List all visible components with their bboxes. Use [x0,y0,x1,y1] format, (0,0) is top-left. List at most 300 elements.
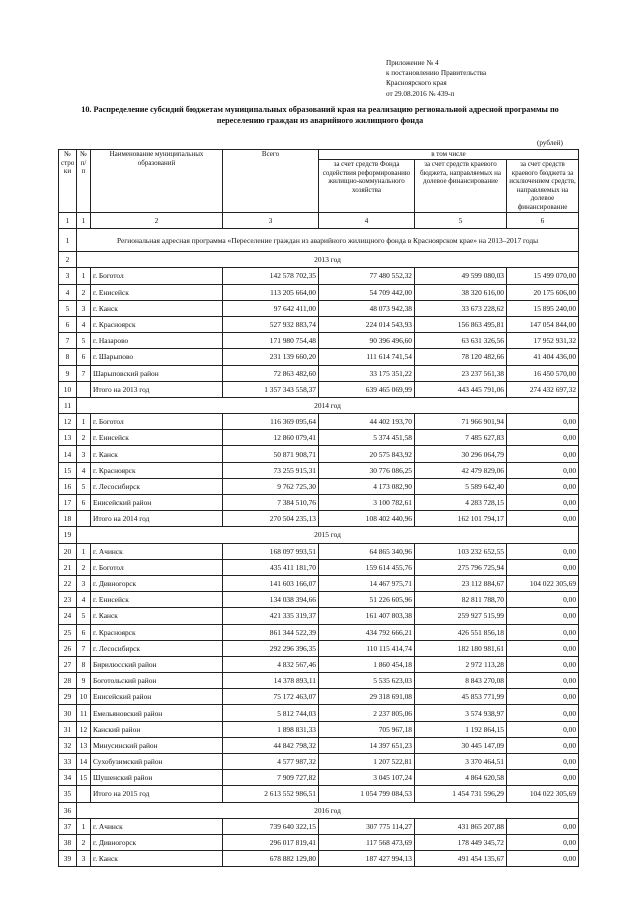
municipality-name: Минусинский район [91,737,223,753]
regional-value: 41 404 436,00 [507,349,579,365]
pp-number: 4 [77,592,91,608]
cofinancing-value: 4 283 728,15 [415,495,507,511]
year-label: 2014 год [77,397,579,413]
total-value: 4 832 567,46 [223,656,319,672]
regional-value: 15 499 070,00 [507,268,579,284]
table-row [59,495,579,511]
table-row [59,770,579,786]
row-number: 39 [59,851,77,867]
header-total: Всего [223,150,319,213]
total-value: 1 898 831,33 [223,721,319,737]
pp-number: 1 [77,414,91,430]
municipality-name: г. Боготол [91,268,223,284]
municipality-name: Канский район [91,721,223,737]
total-value: 116 369 095,64 [223,414,319,430]
total-value: 421 335 319,37 [223,608,319,624]
table-row [59,478,579,494]
fund-value: 1 860 454,18 [319,656,415,672]
table-row [59,268,579,284]
regional-value: 0,00 [507,689,579,705]
pp-number [77,786,91,802]
pp-number: 3 [77,446,91,462]
municipality-name: Енисейский район [91,495,223,511]
cofinancing-value: 5 589 642,40 [415,478,507,494]
pp-number: 13 [77,737,91,753]
pp-number: 1 [77,818,91,834]
units-label: (рублей) [537,139,563,147]
table-row [59,624,579,640]
regional-value: 0,00 [507,834,579,850]
total-value: 168 097 993,51 [223,543,319,559]
regional-value: 0,00 [507,851,579,867]
pp-number: 6 [77,349,91,365]
appendix-line: Красноярского края [386,79,447,88]
total-row [59,381,579,397]
pp-number: 5 [77,478,91,494]
regional-value: 0,00 [507,511,579,527]
table-row [59,851,579,867]
table-row [59,446,579,462]
program-title: Региональная адресная программа «Переселение граждан из аварийного жилищного фонда в Красноярском крае» на 2013–2017 годы [77,229,579,252]
year-label: 2016 год [77,802,579,818]
row-number: 31 [59,721,77,737]
regional-value: 0,00 [507,446,579,462]
municipality-name: Шушенский район [91,770,223,786]
total-value: 292 296 396,35 [223,640,319,656]
subsidy-table [58,149,579,867]
cofinancing-value: 71 966 901,94 [415,414,507,430]
pp-number: 5 [77,333,91,349]
fund-value: 30 776 086,25 [319,462,415,478]
pp-number [77,511,91,527]
table-row [59,608,579,624]
row-number: 37 [59,818,77,834]
total-value: 231 139 660,20 [223,349,319,365]
municipality-name: г. Ачинск [91,543,223,559]
row-number: 32 [59,737,77,753]
fund-value: 48 073 942,38 [319,300,415,316]
column-number: 6 [507,213,579,229]
fund-value: 434 792 666,21 [319,624,415,640]
row-number: 35 [59,786,77,802]
row-number: 1 [59,229,77,252]
fund-value: 14 467 975,71 [319,575,415,591]
appendix-line: Приложение № 4 [386,59,439,67]
total-value: 678 882 129,80 [223,851,319,867]
cofinancing-value: 3 574 938,97 [415,705,507,721]
table-row [59,737,579,753]
cofinancing-value: 30 445 147,09 [415,737,507,753]
regional-value: 0,00 [507,414,579,430]
header-municipality: Наименование муниципальных образований [91,150,223,213]
document-title: 10. Распределение субсидий бюджетам муниципальных образований края на реализацию региональной адресной программы по переселению граждан из аварийного жилищного фонда [81,105,559,125]
total-value: 2 613 552 986,51 [223,786,319,802]
table-row [59,300,579,316]
appendix-line: от 29.08.2016 № 439-п [386,89,455,98]
fund-value: 14 397 651,23 [319,737,415,753]
table-row [59,349,579,365]
pp-number: 2 [77,430,91,446]
municipality-name: г. Шарыпово [91,349,223,365]
municipality-name: г. Красноярск [91,316,223,332]
regional-value: 0,00 [507,430,579,446]
cofinancing-value: 162 101 794,17 [415,511,507,527]
cofinancing-value: 431 865 207,88 [415,818,507,834]
fund-value: 33 175 351,22 [319,365,415,381]
table-row [59,673,579,689]
regional-value: 0,00 [507,559,579,575]
cofinancing-value: 426 551 856,18 [415,624,507,640]
municipality-name: г. Енисейск [91,430,223,446]
row-number: 9 [59,365,77,381]
table-row [59,316,579,332]
total-value: 739 640 322,15 [223,818,319,834]
row-number: 38 [59,834,77,850]
fund-value: 3 100 782,61 [319,495,415,511]
row-number: 25 [59,624,77,640]
total-value: 5 812 744,03 [223,705,319,721]
row-number: 26 [59,640,77,656]
pp-number: 10 [77,689,91,705]
fund-value: 110 115 414,74 [319,640,415,656]
cofinancing-value: 2 972 113,28 [415,656,507,672]
row-number: 24 [59,608,77,624]
pp-number: 2 [77,284,91,300]
appendix-line: к постановлению Правительства [386,69,487,78]
cofinancing-value: 3 370 464,51 [415,754,507,770]
regional-value: 0,00 [507,705,579,721]
table-row [59,333,579,349]
program-row [59,229,579,252]
column-number: 2 [91,213,223,229]
pp-number: 11 [77,705,91,721]
table-row [59,754,579,770]
row-number: 30 [59,705,77,721]
cofinancing-value: 42 479 829,06 [415,462,507,478]
municipality-name: г. Лесосибирск [91,478,223,494]
total-value: 73 255 915,31 [223,462,319,478]
row-number: 13 [59,430,77,446]
municipality-name: г. Канск [91,300,223,316]
pp-number: 4 [77,316,91,332]
cofinancing-value: 491 454 135,67 [415,851,507,867]
regional-value: 0,00 [507,543,579,559]
municipality-name: г. Дивногорск [91,575,223,591]
municipality-name: Сухобузимский район [91,754,223,770]
fund-value: 187 427 994,13 [319,851,415,867]
row-number: 6 [59,316,77,332]
fund-value: 1 207 522,81 [319,754,415,770]
total-value: 142 578 702,35 [223,268,319,284]
header-regional: за счет средств краевого бюджета за исключением средств, направляемых на долевое финансирование [507,160,579,213]
table-header-row [59,150,579,160]
fund-value: 161 407 803,38 [319,608,415,624]
row-number: 10 [59,381,77,397]
header-cofinancing: за счет средств краевого бюджета, направляемых на долевое финансирование [415,160,507,213]
pp-number: 2 [77,559,91,575]
table-row [59,284,579,300]
table-row [59,592,579,608]
pp-number: 5 [77,608,91,624]
row-number: 5 [59,300,77,316]
fund-value: 2 237 805,06 [319,705,415,721]
fund-value: 4 173 082,90 [319,478,415,494]
table-row [59,656,579,672]
table-row [59,462,579,478]
table-row [59,543,579,559]
cofinancing-value: 275 796 725,94 [415,559,507,575]
regional-value: 0,00 [507,737,579,753]
municipality-name: г. Канск [91,851,223,867]
regional-value: 104 022 305,69 [507,786,579,802]
total-value: 171 980 754,48 [223,333,319,349]
municipality-name: г. Боготол [91,559,223,575]
year-section-row [59,802,579,818]
table-row [59,640,579,656]
column-number: 5 [415,213,507,229]
pp-number: 6 [77,624,91,640]
cofinancing-value: 443 445 791,06 [415,381,507,397]
row-number: 28 [59,673,77,689]
cofinancing-value: 33 673 228,62 [415,300,507,316]
regional-value: 274 432 697,32 [507,381,579,397]
regional-value: 15 895 240,00 [507,300,579,316]
cofinancing-value: 38 320 616,00 [415,284,507,300]
municipality-name: г. Дивногорск [91,834,223,850]
cofinancing-value: 178 449 345,72 [415,834,507,850]
pp-number: 3 [77,851,91,867]
row-number: 3 [59,268,77,284]
total-value: 141 603 166,07 [223,575,319,591]
pp-number: 4 [77,462,91,478]
municipality-name: г. Боготол [91,414,223,430]
cofinancing-value: 7 485 627,83 [415,430,507,446]
total-value: 4 577 987,32 [223,754,319,770]
municipality-name: г. Енисейск [91,592,223,608]
fund-value: 1 054 799 084,53 [319,786,415,802]
row-number: 22 [59,575,77,591]
year-section-row [59,527,579,543]
column-number: 4 [319,213,415,229]
cofinancing-value: 8 843 270,08 [415,673,507,689]
table-row [59,834,579,850]
cofinancing-value: 182 180 981,61 [415,640,507,656]
row-number: 23 [59,592,77,608]
fund-value: 5 374 451,58 [319,430,415,446]
header-pp-number: № п/п [77,150,91,213]
municipality-name: г. Канск [91,446,223,462]
header-row-number: № стро ки [59,150,77,213]
fund-value: 5 535 623,03 [319,673,415,689]
municipality-name: Емельяновский район [91,705,223,721]
pp-number: 8 [77,656,91,672]
total-value: 14 378 893,11 [223,673,319,689]
table-row [59,818,579,834]
row-number: 12 [59,414,77,430]
total-value: 270 504 235,13 [223,511,319,527]
municipality-name: Бирилюсский район [91,656,223,672]
fund-value: 639 465 069,99 [319,381,415,397]
header-fund: за счет средств Фонда содействия реформированию жилищно-коммунального хозяйства [319,160,415,213]
pp-number: 7 [77,365,91,381]
cofinancing-value: 1 454 731 596,29 [415,786,507,802]
fund-value: 64 865 340,96 [319,543,415,559]
regional-value: 0,00 [507,462,579,478]
row-number: 34 [59,770,77,786]
regional-value: 16 450 570,00 [507,365,579,381]
pp-number: 7 [77,640,91,656]
table-row [59,721,579,737]
row-number: 2 [59,252,77,268]
total-value: 7 909 727,82 [223,770,319,786]
regional-value: 0,00 [507,818,579,834]
pp-number: 3 [77,575,91,591]
table-row [59,430,579,446]
pp-number: 2 [77,834,91,850]
municipality-name: Итого на 2014 год [91,511,223,527]
regional-value: 0,00 [507,721,579,737]
table-row [59,365,579,381]
fund-value: 20 575 843,92 [319,446,415,462]
regional-value: 20 175 606,00 [507,284,579,300]
pp-number: 1 [77,543,91,559]
total-row [59,511,579,527]
row-number: 17 [59,495,77,511]
municipality-name: Боготольский район [91,673,223,689]
column-number: 1 [77,213,91,229]
column-number-row [59,213,579,229]
table-row [59,689,579,705]
total-value: 435 411 181,70 [223,559,319,575]
total-value: 7 384 510,76 [223,495,319,511]
municipality-name: Енисейский район [91,689,223,705]
fund-value: 307 775 114,27 [319,818,415,834]
fund-value: 111 614 741,54 [319,349,415,365]
regional-value: 147 054 844,00 [507,316,579,332]
row-number: 15 [59,462,77,478]
pp-number: 14 [77,754,91,770]
table-row [59,705,579,721]
total-value: 72 863 482,60 [223,365,319,381]
row-number: 19 [59,527,77,543]
cofinancing-value: 4 864 620,58 [415,770,507,786]
cofinancing-value: 78 120 482,66 [415,349,507,365]
row-number: 14 [59,446,77,462]
row-number: 20 [59,543,77,559]
row-number: 7 [59,333,77,349]
cofinancing-value: 1 192 864,15 [415,721,507,737]
municipality-name: г. Красноярск [91,624,223,640]
year-section-row [59,397,579,413]
regional-value: 0,00 [507,624,579,640]
regional-value: 0,00 [507,770,579,786]
row-number: 8 [59,349,77,365]
fund-value: 224 014 543,93 [319,316,415,332]
fund-value: 108 402 440,96 [319,511,415,527]
row-number: 33 [59,754,77,770]
cofinancing-value: 30 296 064,79 [415,446,507,462]
municipality-name: г. Красноярск [91,462,223,478]
pp-number: 1 [77,268,91,284]
regional-value: 0,00 [507,608,579,624]
fund-value: 90 396 496,60 [319,333,415,349]
fund-value: 54 709 442,00 [319,284,415,300]
cofinancing-value: 156 863 495,81 [415,316,507,332]
total-value: 134 038 394,66 [223,592,319,608]
table-row [59,575,579,591]
municipality-name: Итого на 2015 год [91,786,223,802]
table-row [59,414,579,430]
municipality-name: г. Канск [91,608,223,624]
total-value: 113 205 664,00 [223,284,319,300]
cofinancing-value: 23 237 561,38 [415,365,507,381]
year-label: 2013 год [77,252,579,268]
pp-number [77,381,91,397]
regional-value: 0,00 [507,495,579,511]
total-value: 1 357 343 558,37 [223,381,319,397]
fund-value: 3 045 107,24 [319,770,415,786]
table-body [59,252,579,867]
row-number: 11 [59,397,77,413]
total-value: 296 017 819,41 [223,834,319,850]
total-value: 75 172 463,07 [223,689,319,705]
total-value: 527 932 883,74 [223,316,319,332]
regional-value: 0,00 [507,754,579,770]
total-value: 861 344 522,39 [223,624,319,640]
municipality-name: Шарыповский район [91,365,223,381]
column-number: 3 [223,213,319,229]
regional-value: 104 022 305,69 [507,575,579,591]
column-number: 1 [59,213,77,229]
pp-number: 9 [77,673,91,689]
header-including: в том числе [319,150,579,160]
municipality-name: г. Назарово [91,333,223,349]
pp-number: 3 [77,300,91,316]
cofinancing-value: 259 927 515,99 [415,608,507,624]
row-number: 36 [59,802,77,818]
pp-number: 12 [77,721,91,737]
total-row [59,786,579,802]
total-value: 9 762 725,30 [223,478,319,494]
fund-value: 117 568 473,69 [319,834,415,850]
fund-value: 44 402 193,70 [319,414,415,430]
pp-number: 6 [77,495,91,511]
fund-value: 51 226 605,96 [319,592,415,608]
cofinancing-value: 23 112 884,67 [415,575,507,591]
total-value: 97 642 411,00 [223,300,319,316]
total-value: 12 860 079,41 [223,430,319,446]
regional-value: 17 952 931,32 [507,333,579,349]
total-value: 44 842 798,32 [223,737,319,753]
regional-value: 0,00 [507,592,579,608]
cofinancing-value: 103 232 652,55 [415,543,507,559]
municipality-name: г. Лесосибирск [91,640,223,656]
row-number: 27 [59,656,77,672]
total-value: 50 871 908,71 [223,446,319,462]
row-number: 16 [59,478,77,494]
regional-value: 0,00 [507,640,579,656]
municipality-name: г. Енисейск [91,284,223,300]
appendix-note [386,58,486,99]
cofinancing-value: 63 631 326,56 [415,333,507,349]
municipality-name: г. Ачинск [91,818,223,834]
year-label: 2015 год [77,527,579,543]
fund-value: 159 614 455,76 [319,559,415,575]
regional-value: 0,00 [507,673,579,689]
year-section-row [59,252,579,268]
fund-value: 705 967,18 [319,721,415,737]
cofinancing-value: 49 599 080,03 [415,268,507,284]
